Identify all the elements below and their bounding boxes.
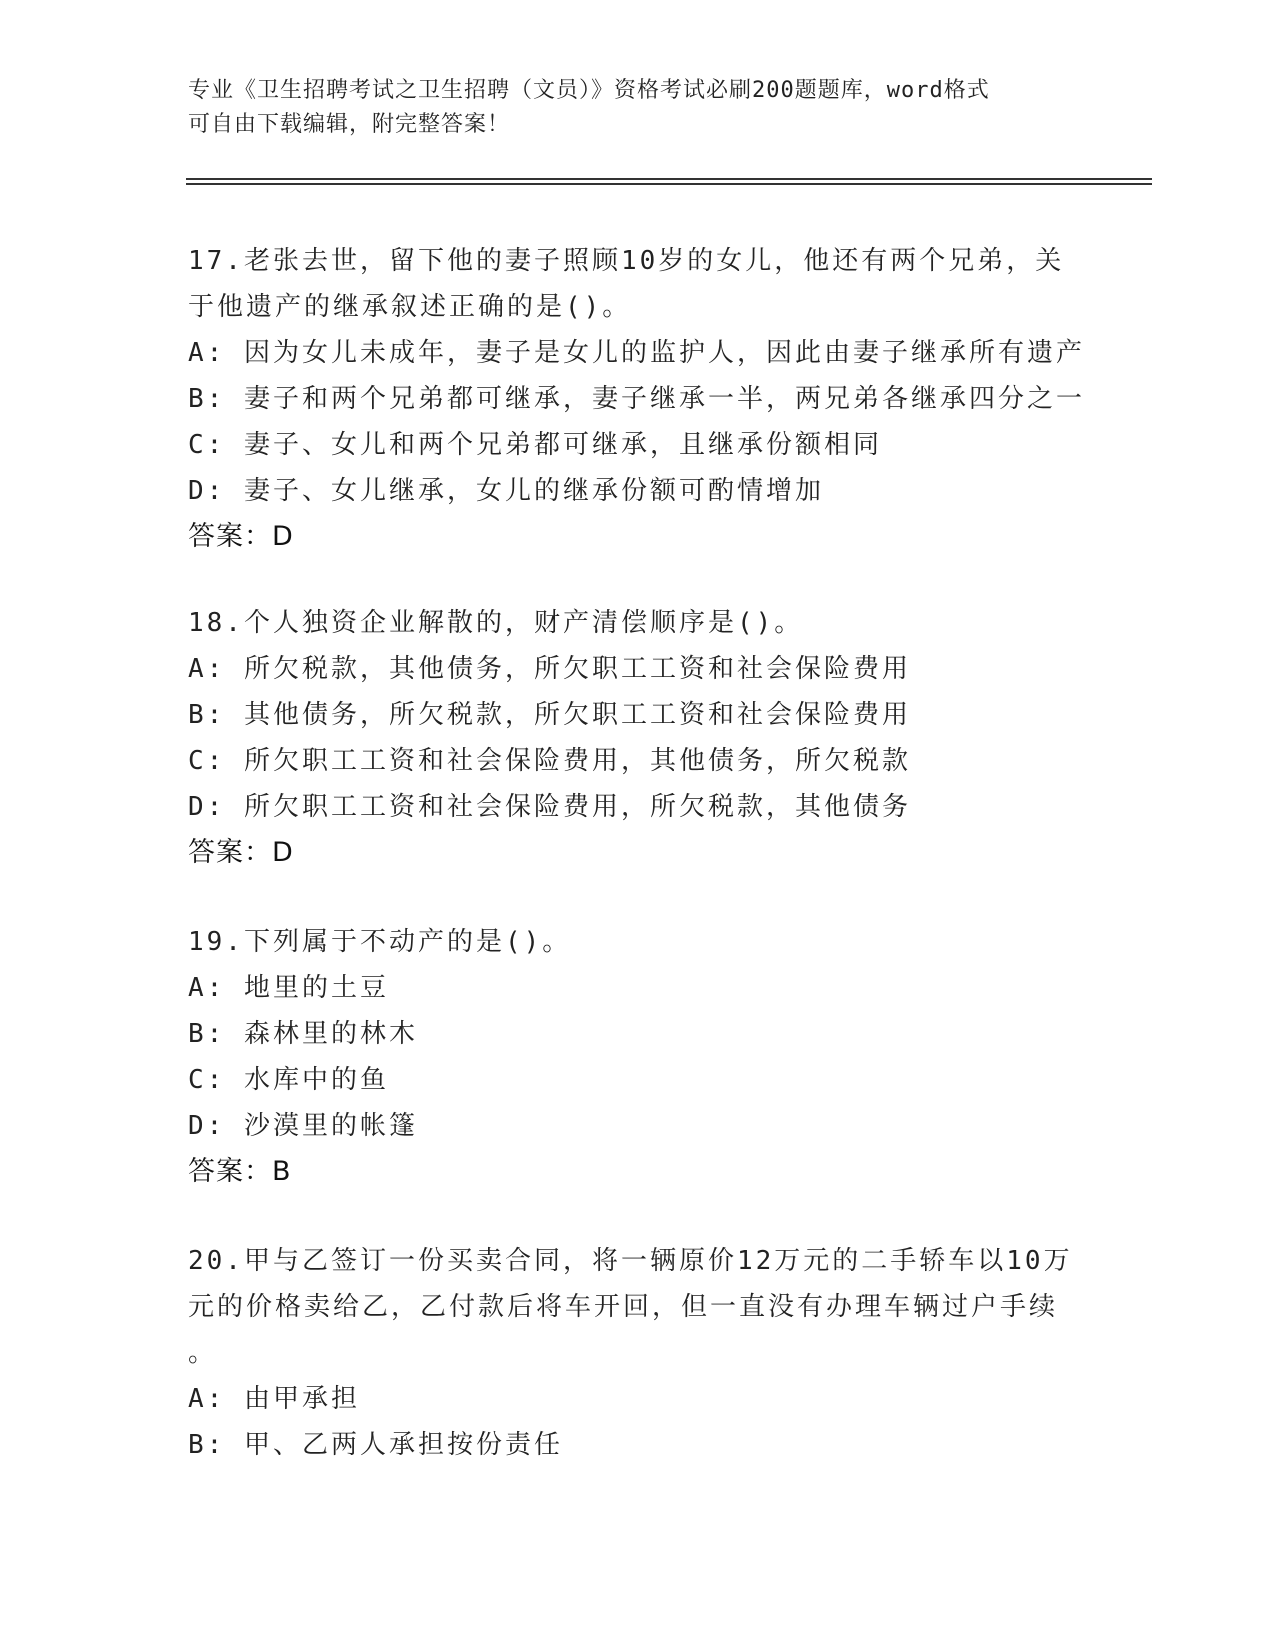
question-stem-line: 元的价格卖给乙，乙付款后将车开回，但一直没有办理车辆过户手续 — [188, 1292, 1059, 1322]
question-20 — [188, 1238, 1088, 1468]
question-stem-line: 于他遗产的继承叙述正确的是()。 — [188, 292, 632, 322]
option-a: A: 由甲承担 — [188, 1384, 360, 1414]
header-line-1: 专业《卫生招聘考试之卫生招聘（文员）》资格考试必刷200题题库，word格式 — [188, 78, 990, 103]
option-d: D: 妻子、女儿继承，女儿的继承份额可酌情增加 — [188, 476, 824, 506]
header-rule-top — [186, 178, 1152, 180]
question-18 — [188, 600, 1088, 876]
option-a: A: 所欠税款，其他债务，所欠职工工资和社会保险费用 — [188, 654, 911, 684]
option-c: C: 水库中的鱼 — [188, 1065, 389, 1095]
option-d: D: 沙漠里的帐篷 — [188, 1111, 418, 1141]
question-17 — [188, 238, 1088, 560]
question-stem-line: 。 — [188, 1338, 218, 1368]
option-b: B: 妻子和两个兄弟都可继承，妻子继承一半，两兄弟各继承四分之一 — [188, 384, 1085, 414]
header-line-2: 可自由下载编辑，附完整答案！ — [188, 112, 511, 137]
option-b: B: 森林里的林木 — [188, 1019, 418, 1049]
option-d: D: 所欠职工工资和社会保险费用，所欠税款，其他债务 — [188, 792, 911, 822]
option-c: C: 所欠职工工资和社会保险费用，其他债务，所欠税款 — [188, 746, 911, 776]
question-stem-line: 20.甲与乙签订一份买卖合同，将一辆原价12万元的二手轿车以10万 — [188, 1246, 1073, 1276]
option-a: A: 地里的土豆 — [188, 973, 389, 1003]
header-rule-bottom — [186, 183, 1152, 185]
answer-label: 答案：D — [188, 837, 294, 868]
option-b: B: 其他债务，所欠税款，所欠职工工资和社会保险费用 — [188, 700, 911, 730]
option-b: B: 甲、乙两人承担按份责任 — [188, 1430, 563, 1460]
option-c: C: 妻子、女儿和两个兄弟都可继承，且继承份额相同 — [188, 430, 882, 460]
option-a: A: 因为女儿未成年，妻子是女儿的监护人，因此由妻子继承所有遗产 — [188, 338, 1085, 368]
document-header — [188, 74, 1088, 142]
answer-label: 答案：D — [188, 521, 294, 552]
question-19 — [188, 919, 1088, 1195]
answer-label: 答案：B — [188, 1156, 292, 1187]
question-stem-line: 18.个人独资企业解散的，财产清偿顺序是()。 — [188, 608, 804, 638]
question-stem-line: 19.下列属于不动产的是()。 — [188, 927, 572, 957]
question-stem-line: 17.老张去世，留下他的妻子照顾10岁的女儿，他还有两个兄弟，关 — [188, 246, 1065, 276]
